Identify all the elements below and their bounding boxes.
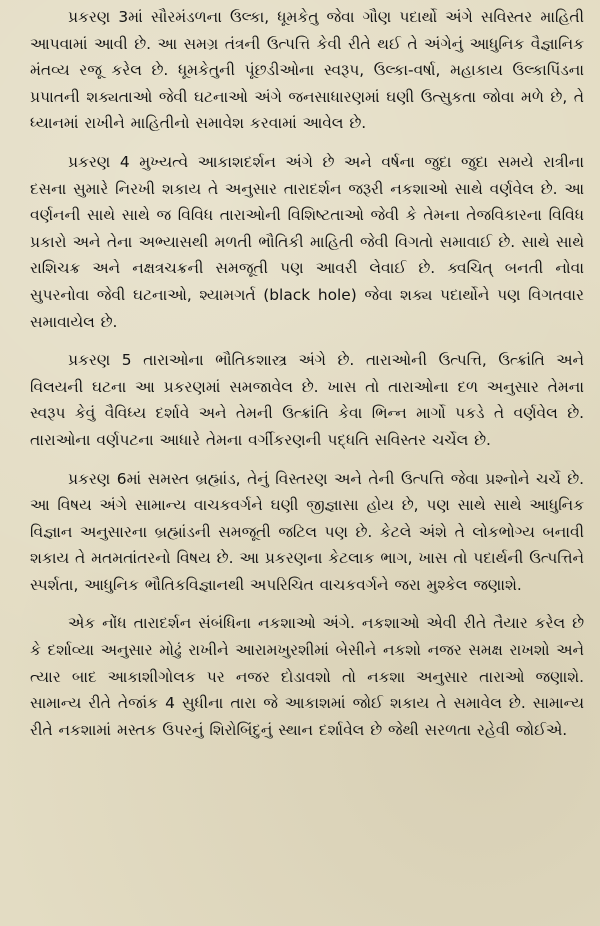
paragraph-chapter-5: પ્રકરણ 5 તારાઓના ભૌતિકશાસ્ત્ર અંગે છે. તારાઓની ઉત્પત્તિ, ઉત્ક્રાંતિ અને વિલયની ઘટના આ પ્રકરણમાં સમજાવેલ છે. ખાસ તો તારાઓના દળ અનુસાર તેમના સ્વરૂપ કેવું વૈવિધ્ય દર્શાવે અને તેમની ઉત્ક્રાંતિ કેવા ભિન્ન માર્ગો પકડે તે વર્ણવેલ છે. તારાઓના વર્ણપટના આધારે તેમના વર્ગીકરણની પદ્ધતિ સવિસ્તર ચર્ચેલ છે. xyxy=(30,351,584,449)
paragraph-chapter-3: પ્રકરણ 3માં સૌરમંડળના ઉલ્કા, ધૂમકેતુ જેવા ગૌણ પદાર્થો અંગે સવિસ્તર માહિતી આપવામાં આવી છે. આ સમગ્ર તંત્રની ઉત્પત્તિ કેવી રીતે થઈ તે અંગેનું આધુનિક વૈજ્ઞાનિક મંતવ્ય રજૂ કરેલ છે. ધૂમકેતુની પૂંછડીઓના સ્વરૂપ, ઉલ્કા-વર્ષા, મહાકાય ઉલ્કાપિંડના પ્રપાતની શક્યતાઓ જેવી ઘટનાઓ અંગે જનસાધારણમાં ઘણી ઉત્સુકતા જોવા મળે છે, તે ધ્યાનમાં રાખીને માહિતીનો સમાવેશ કરવામાં આવેલ છે. xyxy=(30,8,584,133)
paragraph-chapter-4: પ્રકરણ 4 મુખ્યત્વે આકાશદર્શન અંગે છે અને વર્ષના જુદા જુદા સમયે રાત્રીના દસના સુમારે નિરખી શકાય તે અનુસાર તારાદર્શન જરૂરી નકશાઓ સાથે વર્ણવેલ છે. આ વર્ણનની સાથે સાથે જ વિવિધ તારાઓની વિશિષ્ટતાઓ જેવી કે તેમના તેજવિકારના વિવિધ પ્રકારો અને તેના અભ્યાસથી મળતી ભૌતિકી માહિતી જેવી વિગતો સમાવાઈ છે. સાથે સાથે રાશિચક્ર અને નક્ષત્રચક્રની સમજૂતી પણ આવરી લેવાઈ છે. ક્વચિત્ બનતી નોવા સુપરનોવા જેવી ઘટનાઓ, શ્યામગર્ત (black hole) જેવા શક્ય પદાર્થોને પણ વિગતવાર સમાવાયેલ છે. xyxy=(30,152,584,331)
paragraph-chapter-6: પ્રકરણ 6માં સમસ્ત બ્રહ્માંડ, તેનું વિસ્તરણ અને તેની ઉત્પત્તિ જેવા પ્રશ્નોને ચર્ચે છે. આ વિષય અંગે સામાન્ય વાચકવર્ગને ઘણી જીજ્ઞાસા હોય છે, પણ સાથે સાથે આધુનિક વિજ્ઞાન અનુસારના બ્રહ્માંડની સમજૂતી જટિલ પણ છે. કેટલે અંશે તે લોકભોગ્ય બનાવી શકાય તે મતમતાંતરનો વિષય છે. આ પ્રકરણના કેટલાક ભાગ, ખાસ તો પદાર્થની ઉત્પત્તિને સ્પર્શતા, આધુનિક ભૌતિકવિજ્ઞાનથી અપરિચિત વાચકવર્ગને જરા મુશ્કેલ જણાશે. xyxy=(30,469,584,594)
paragraph-star-chart-note: એક નોંધ તારાદર્શન સંબંધિના નકશાઓ અંગે. નકશાઓ એવી રીતે તૈયાર કરેલ છે કે દર્શાવ્યા અનુસાર મોઢું રાખીને આરામખુરશીમાં બેસીને નકશો નજર સમક્ષ રાખશો અને ત્યાર બાદ આકાશીગોલક પર નજર દોડાવશો તો નકશા અનુસાર તારાઓ જણાશે. સામાન્ય રીતે તેજાંક 4 સુધીના તારા જે આકાશમાં જોઈ શકાય તે સમાવેલ છે. સામાન્ય રીતે નકશામાં મસ્તક ઉપરનું શિરોબિંદુનું સ્થાન દર્શાવેલ છે જેથી સરળતા રહેવી જોઈએ. xyxy=(30,614,584,739)
